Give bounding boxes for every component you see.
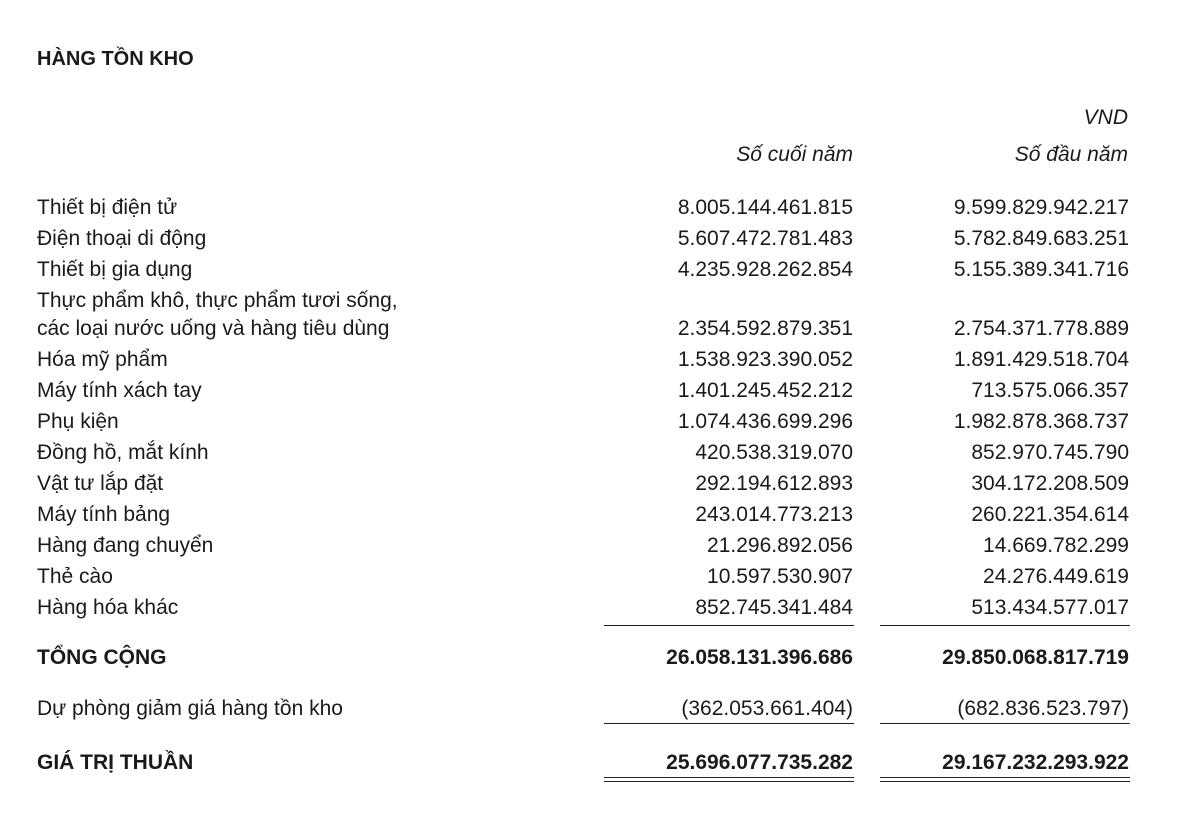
item-end-of-year: 292.194.612.893 — [695, 472, 853, 495]
column-header-beginning-of-year: Số đầu năm — [1014, 143, 1128, 166]
item-end-of-year: 1.074.436.699.296 — [677, 410, 853, 433]
item-end-of-year: 420.538.319.070 — [695, 441, 853, 464]
item-end-of-year: 4.235.928.262.854 — [677, 258, 853, 281]
item-label: Hóa mỹ phẩm — [37, 348, 168, 371]
total-row — [37, 646, 1129, 677]
item-end-of-year: 8.005.144.461.815 — [677, 196, 853, 219]
item-beginning-of-year: 14.669.782.299 — [983, 534, 1129, 557]
item-label: Hàng hóa khác — [37, 596, 179, 619]
item-label: Thiết bị điện tử — [37, 196, 178, 219]
item-end-of-year: 1.401.245.452.212 — [677, 379, 853, 402]
item-label: Thực phẩm khô, thực phẩm tươi sống, — [37, 289, 398, 312]
subtotal-rule — [880, 625, 1130, 626]
item-label: Máy tính bảng — [37, 503, 171, 526]
table-row — [37, 596, 1129, 627]
item-beginning-of-year: 304.172.208.509 — [971, 472, 1129, 495]
item-end-of-year: 243.014.773.213 — [695, 503, 853, 526]
table-row-label-continued — [37, 289, 1129, 320]
net-end: 25.696.077.735.282 — [666, 751, 853, 774]
provision-end: (362.053.661.404) — [681, 697, 853, 720]
net-begin: 29.167.232.293.922 — [942, 751, 1129, 774]
net-label: GIÁ TRỊ THUẦN — [37, 751, 194, 774]
table-row — [37, 317, 1129, 348]
item-label: Phụ kiện — [37, 410, 119, 433]
item-beginning-of-year: 852.970.745.790 — [971, 441, 1129, 464]
table-row — [37, 227, 1129, 258]
item-end-of-year: 10.597.530.907 — [707, 565, 853, 588]
table-row — [37, 258, 1129, 289]
item-label: Đồng hồ, mắt kính — [37, 441, 209, 464]
item-beginning-of-year: 5.782.849.683.251 — [953, 227, 1129, 250]
provision-rule — [880, 723, 1130, 724]
item-beginning-of-year: 9.599.829.942.217 — [953, 196, 1129, 219]
provision-begin: (682.836.523.797) — [957, 697, 1129, 720]
item-beginning-of-year: 1.982.878.368.737 — [953, 410, 1129, 433]
item-label: Vật tư lắp đặt — [37, 472, 164, 495]
total-end: 26.058.131.396.686 — [666, 646, 853, 669]
table-row — [37, 503, 1129, 534]
item-end-of-year: 21.296.892.056 — [707, 534, 853, 557]
item-beginning-of-year: 24.276.449.619 — [983, 565, 1129, 588]
provision-label: Dự phòng giảm giá hàng tồn kho — [37, 697, 343, 720]
net-double-rule — [604, 777, 854, 782]
item-end-of-year: 2.354.592.879.351 — [677, 317, 853, 340]
item-beginning-of-year: 260.221.354.614 — [971, 503, 1129, 526]
currency-unit: VND — [1083, 106, 1128, 129]
table-row — [37, 379, 1129, 410]
item-beginning-of-year: 513.434.577.017 — [971, 596, 1129, 619]
item-beginning-of-year: 2.754.371.778.889 — [953, 317, 1129, 340]
total-label: TỔNG CỘNG — [37, 646, 167, 669]
item-label: các loại nước uống và hàng tiêu dùng — [37, 317, 390, 340]
table-row — [37, 441, 1129, 472]
table-row — [37, 534, 1129, 565]
item-label: Điện thoại di động — [37, 227, 207, 250]
item-beginning-of-year: 713.575.066.357 — [971, 379, 1129, 402]
item-label: Thiết bị gia dụng — [37, 258, 193, 281]
table-row — [37, 565, 1129, 596]
table-row — [37, 348, 1129, 379]
item-end-of-year: 5.607.472.781.483 — [677, 227, 853, 250]
item-label: Hàng đang chuyển — [37, 534, 214, 557]
table-row — [37, 472, 1129, 503]
provision-rule — [604, 723, 854, 724]
section-title: HÀNG TỒN KHO — [37, 48, 194, 70]
column-header-end-of-year: Số cuối năm — [736, 143, 853, 166]
item-label: Máy tính xách tay — [37, 379, 202, 402]
item-label: Thẻ cào — [37, 565, 113, 588]
item-beginning-of-year: 1.891.429.518.704 — [953, 348, 1129, 371]
net-double-rule — [880, 777, 1130, 782]
item-end-of-year: 852.745.341.484 — [695, 596, 853, 619]
total-begin: 29.850.068.817.719 — [942, 646, 1129, 669]
table-row — [37, 410, 1129, 441]
item-end-of-year: 1.538.923.390.052 — [677, 348, 853, 371]
item-beginning-of-year: 5.155.389.341.716 — [953, 258, 1129, 281]
subtotal-rule — [604, 625, 854, 626]
table-row — [37, 196, 1129, 227]
